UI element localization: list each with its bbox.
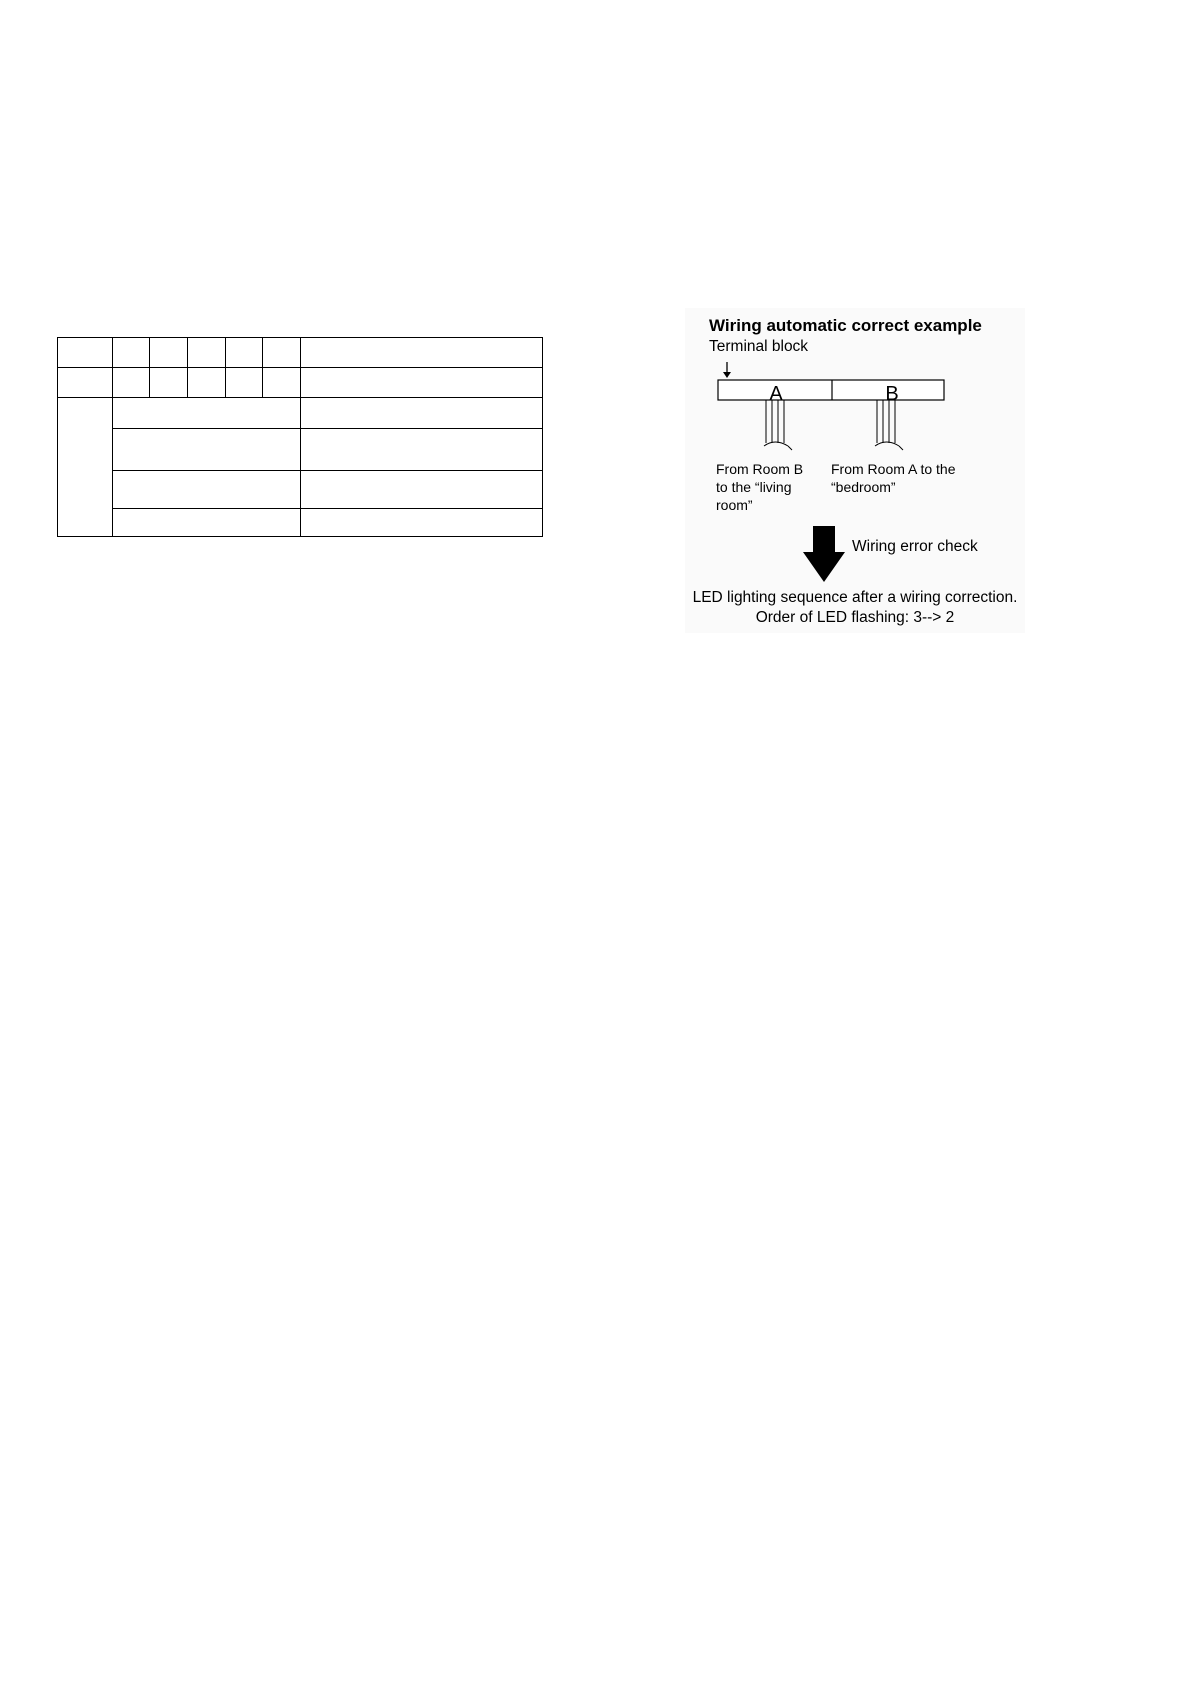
terminal-block-label: Terminal block — [709, 338, 809, 355]
down-arrow-icon — [802, 526, 846, 584]
table-cell — [112, 428, 301, 471]
table-cell — [149, 337, 188, 368]
diagram-title: Wiring automatic correct example — [709, 316, 982, 335]
wire-bundle-a — [764, 400, 792, 450]
terminal-label-b: B — [885, 383, 899, 405]
table-cell — [225, 367, 263, 398]
pointer-arrow-head-icon — [723, 372, 731, 378]
wiring-diagram — [685, 308, 1025, 633]
wire-bundle-b — [875, 400, 903, 450]
wiring-error-check-label: Wiring error check — [852, 538, 978, 555]
note-room-a: From Room A to the “bedroom” — [831, 461, 956, 495]
table-cell — [300, 470, 543, 509]
table-cell — [112, 508, 301, 537]
led-order-text: Order of LED flashing: 3--> 2 — [755, 609, 955, 626]
table-cell — [57, 397, 113, 537]
table-cell — [300, 367, 543, 398]
table-cell — [300, 428, 543, 471]
terminal-block-rect — [718, 380, 944, 400]
table-cell — [300, 397, 543, 429]
table-cell — [112, 367, 150, 398]
table-cell — [300, 508, 543, 537]
table-cell — [112, 470, 301, 509]
table-cell — [262, 367, 301, 398]
table-cell — [57, 367, 113, 398]
table-cell — [187, 337, 226, 368]
table-cell — [57, 337, 113, 368]
table-cell — [187, 367, 226, 398]
table-cell — [149, 367, 188, 398]
table-cell — [225, 337, 263, 368]
table-cell — [262, 337, 301, 368]
table-cell — [112, 397, 301, 429]
terminal-block-drawing — [685, 358, 1025, 458]
terminal-label-a: A — [769, 383, 783, 405]
table-cell — [300, 337, 543, 368]
note-room-b: From Room B to the “living room” — [716, 461, 804, 513]
table-cell — [112, 337, 150, 368]
led-sequence-text: LED lighting sequence after a wiring correction. — [692, 589, 1018, 606]
